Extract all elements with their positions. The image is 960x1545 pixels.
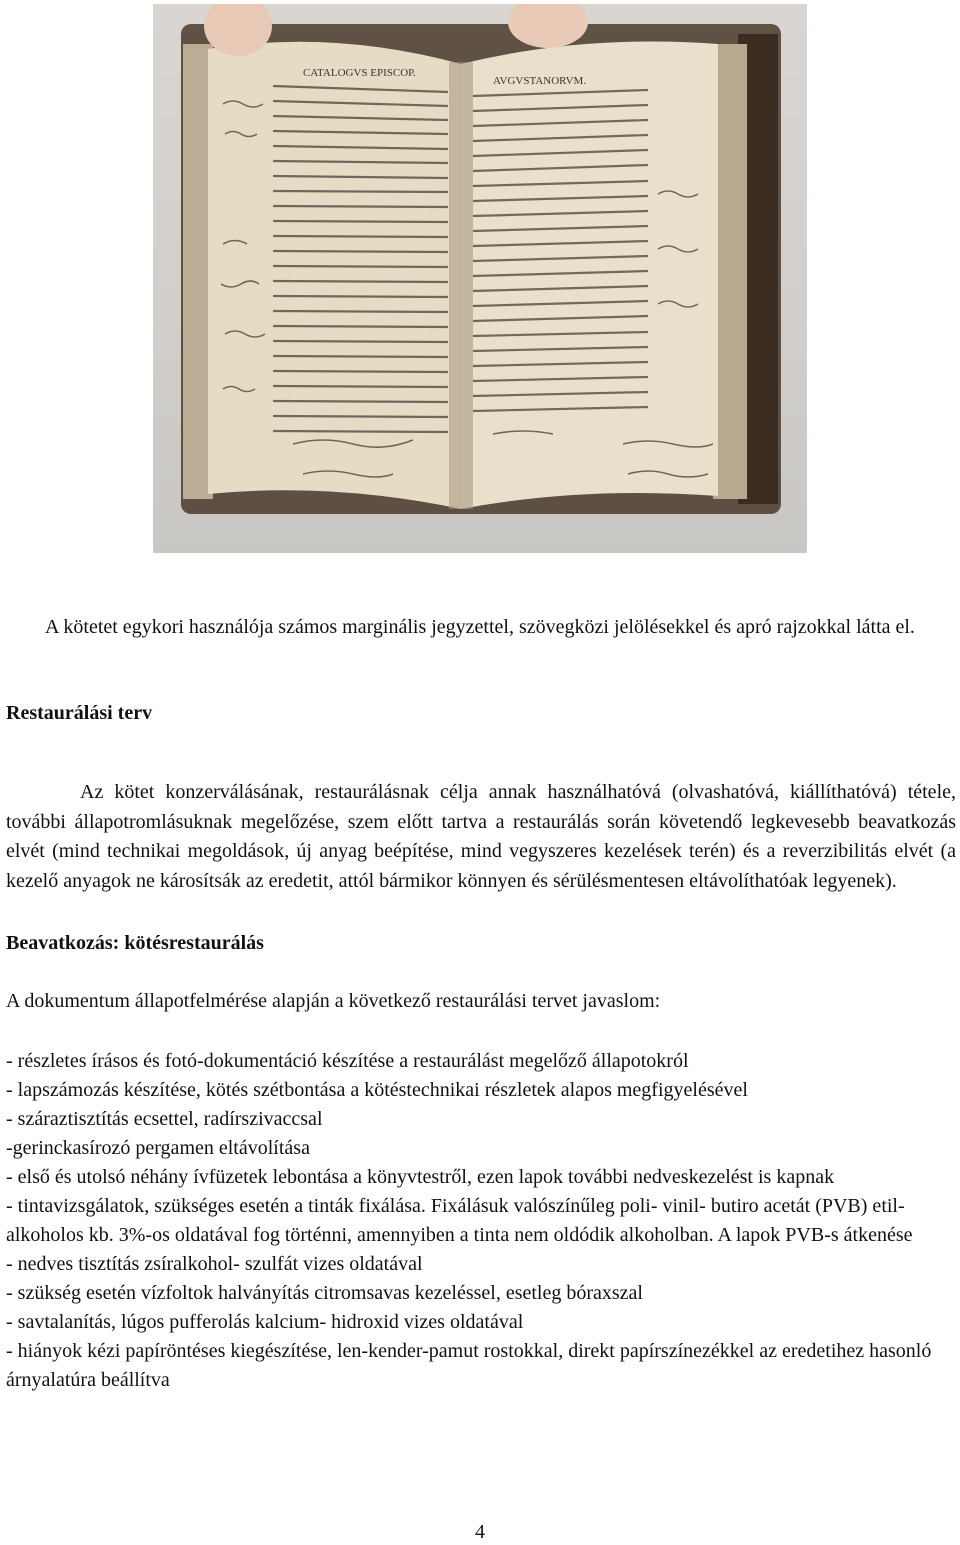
- list-item: - nedves tisztítás zsíralkohol- szulfát vizes oldatával: [6, 1253, 423, 1275]
- section-heading-intervention: Beavatkozás: kötésrestaurálás: [6, 932, 264, 954]
- list-item: - lapszámozás készítése, kötés szétbontása a kötéstechnikai részletek alapos megfigyelésével: [6, 1079, 748, 1101]
- list-item: - savtalanítás, lúgos pufferolás kalcium- hidroxid vizes oldatával: [6, 1311, 524, 1333]
- section-heading-restoration-plan: Restaurálási terv: [6, 702, 153, 724]
- book-photograph: [153, 4, 807, 553]
- photo-caption: A kötetet egykori használója számos marginális jegyzettel, szövegközi jelölésekkel és apró rajzokkal látta el.: [45, 616, 915, 638]
- restoration-plan-paragraph: Az kötet konzerválásának, restaurálásnak célja annak használhatóvá (olvashatóvá, kiállíthatóvá) tétele, további állapotromlásuknak megelőzése, szem előtt tartva a restaurálás során követendő legkevesebb beavatkozás elvét (mind technikai megoldások, új anyag beépítése, mind vegyszeres kezelések terén) és a reverzibilitás elvét (a kezelő anyagok ne károsítsák az eredetit, attól bármikor könnyen és sérülésmentesen eltávolíthatóak legyenek).: [6, 781, 956, 892]
- list-item: - száraztisztítás ecsettel, radírszivaccsal: [6, 1108, 323, 1130]
- right-page-header: AVGVSTANORVM.: [493, 75, 587, 87]
- page-number: 4: [475, 1521, 485, 1543]
- list-item: - első és utolsó néhány ívfüzetek lebontása a könyvtestről, ezen lapok további nedveskezelést is kapnak: [6, 1166, 835, 1188]
- intervention-intro: A dokumentum állapotfelmérése alapján a következő restaurálási tervet javaslom:: [6, 990, 661, 1012]
- left-page-header: CATALOGVS EPISCOP.: [303, 67, 416, 79]
- list-item: -gerinckasírozó pergamen eltávolítása: [6, 1137, 310, 1159]
- list-item: - tintavizsgálatok, szükséges esetén a tinták fixálása. Fixálásuk valószínűleg poli- vinil- butiro acetát (PVB) etil-alkoholos kb. 3%-os oldatával fog történni, amennyiben a tinta nem oldódik alkoholban. A lapok PVB-s átkenése: [6, 1195, 913, 1246]
- restoration-steps-list: [6, 1047, 956, 1395]
- book-illustration: [153, 4, 807, 553]
- list-item: - szükség esetén vízfoltok halványítás citromsavas kezeléssel, esetleg bóraxszal: [6, 1282, 643, 1304]
- list-item: - részletes írásos és fotó-dokumentáció készítése a restaurálást megelőző állapotokról: [6, 1050, 689, 1072]
- list-item: - hiányok kézi papíröntéses kiegészítése, len-kender-pamut rostokkal, direkt papírszínezékkel az eredetihez hasonló árnyalatúra beállítva: [6, 1340, 932, 1391]
